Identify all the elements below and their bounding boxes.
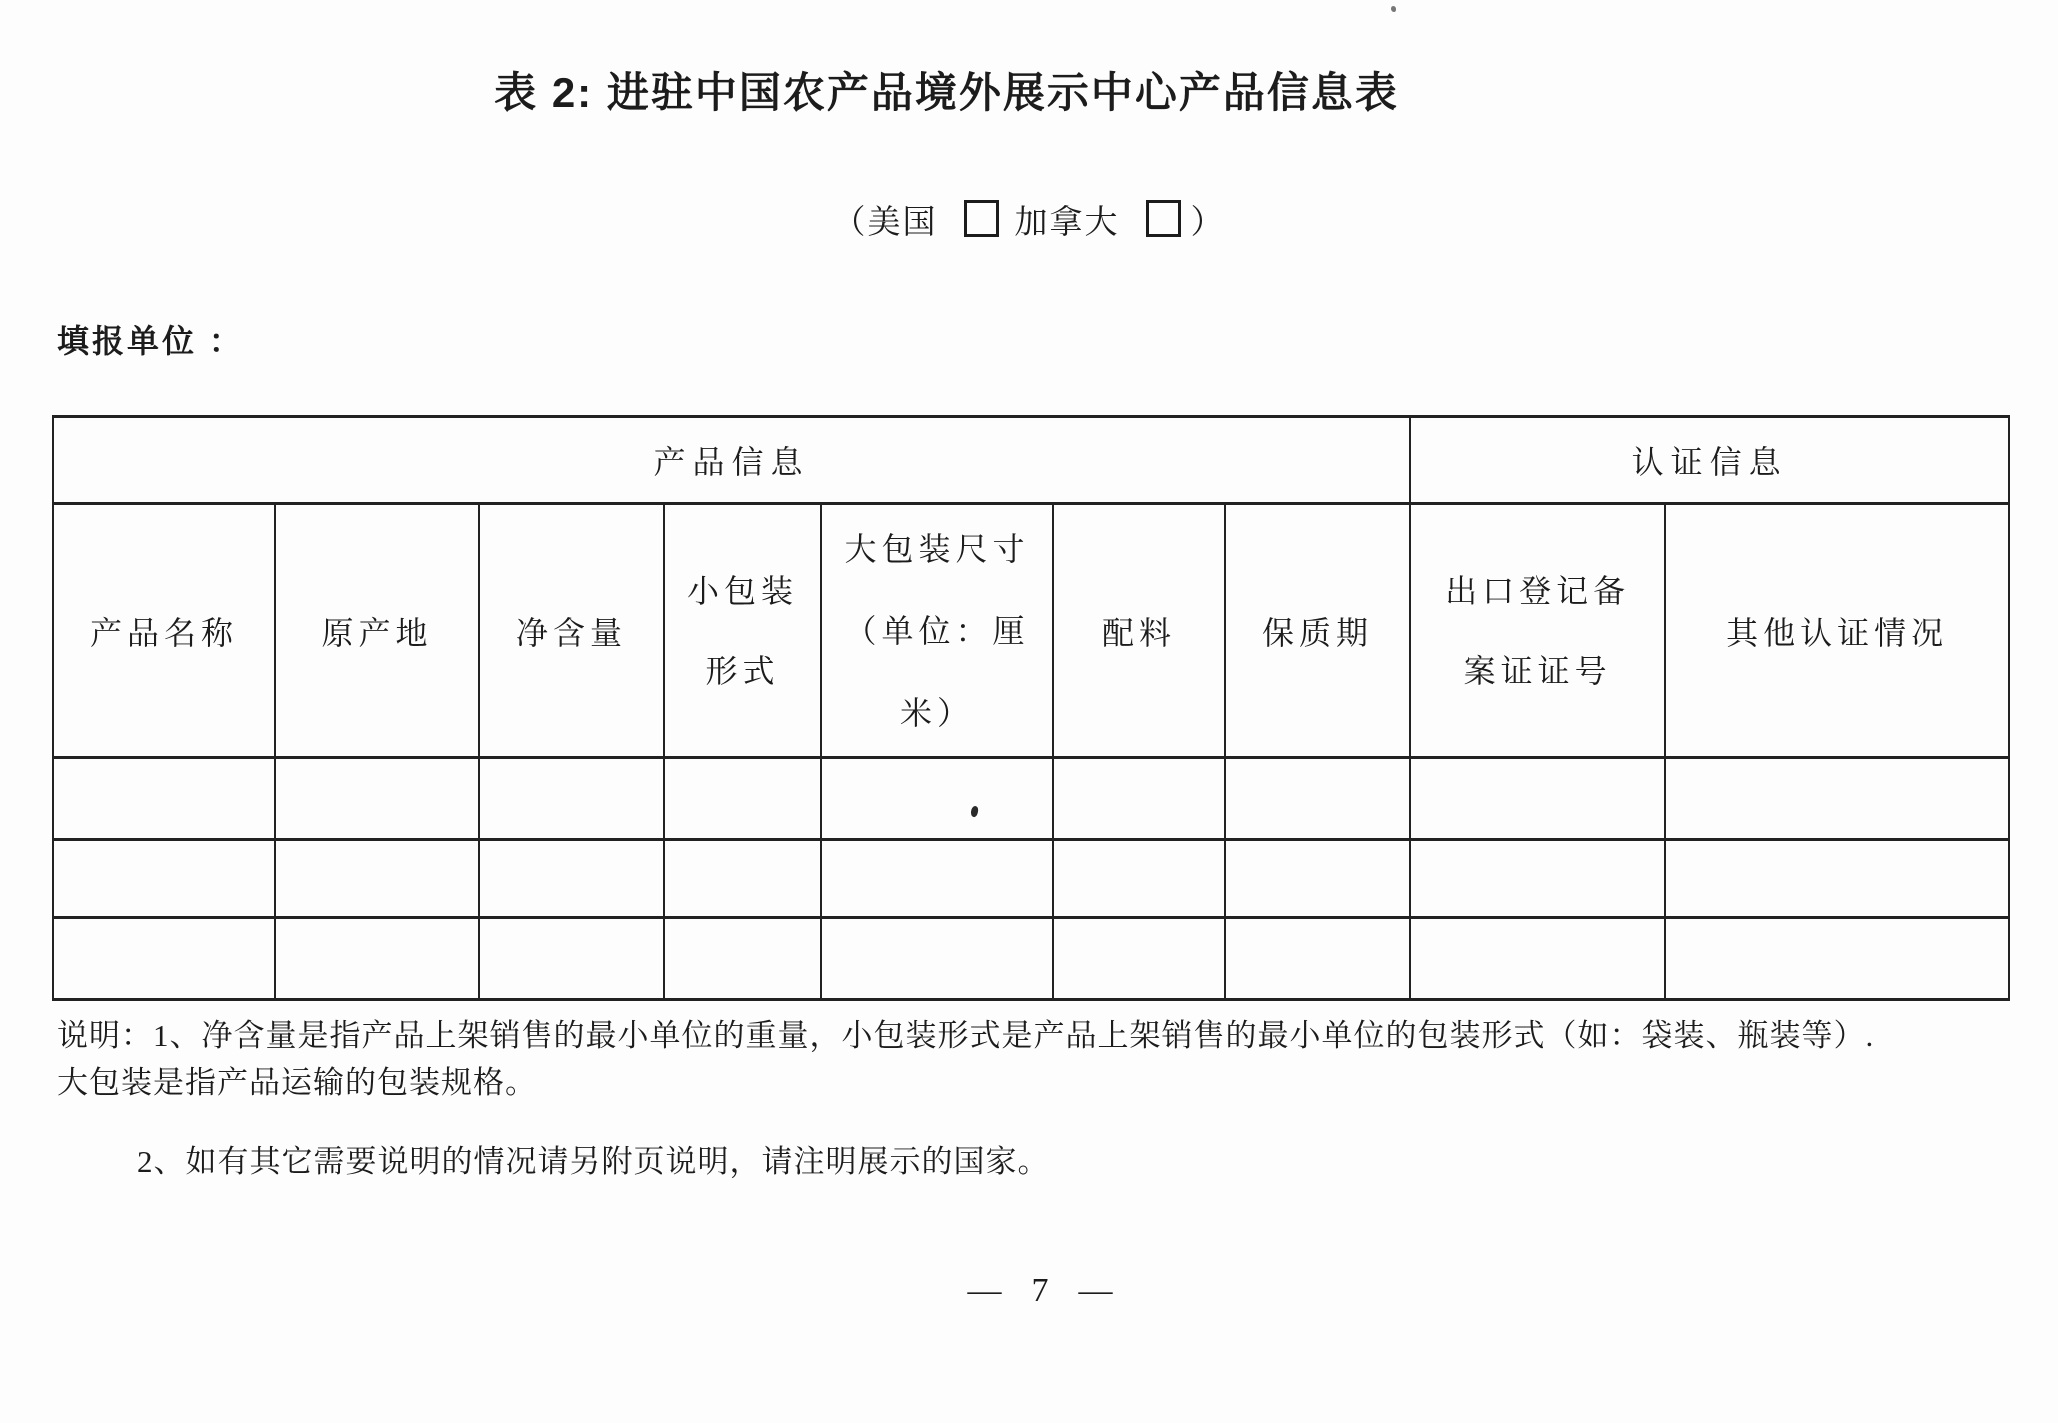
cell-r2-net-content[interactable] [479,840,664,918]
large-pack-line3: 米） [899,694,974,731]
cell-r1-shelf-life[interactable] [1225,758,1410,840]
cell-r3-large-pack[interactable] [821,918,1053,1000]
subtitle-open-paren: （ [832,205,868,241]
cell-r1-origin[interactable] [275,758,479,840]
col-header-origin: 原产地 [275,504,479,758]
column-header-row [53,504,2009,758]
cell-r1-product-name[interactable] [53,758,275,840]
cell-r3-product-name[interactable] [53,918,275,1000]
cell-r1-other-cert[interactable] [1665,758,2009,840]
export-cert-line1: 出口登记备 [1445,572,1631,609]
cell-r3-shelf-life[interactable] [1225,918,1410,1000]
cell-r2-shelf-life[interactable] [1225,840,1410,918]
title-block [0,60,1893,120]
cell-r1-small-pack[interactable] [664,758,821,840]
page-title: 表 2: 进驻中国农产品境外展示中心产品信息表 [494,69,1399,116]
cell-r1-export-cert[interactable] [1410,758,1665,840]
cell-r1-large-pack[interactable] [821,758,1053,840]
cell-r2-product-name[interactable] [53,840,275,918]
col-header-net-content: 净含量 [479,504,664,758]
table-row-2 [53,840,2009,918]
canada-checkbox[interactable] [1146,200,1181,237]
small-pack-line2: 形式 [705,652,780,689]
cell-r2-origin[interactable] [275,840,479,918]
subtitle-close-paren: ） [1190,205,1226,241]
cell-r1-net-content[interactable] [479,758,664,840]
cell-r2-other-cert[interactable] [1665,840,2009,918]
col-header-large-pack [821,504,1053,758]
reporting-unit-label: 填报单位 ： [57,323,244,359]
page-number-dash-left: — [967,1272,1002,1309]
col-header-product-name: 产品名称 [53,504,275,758]
small-pack-line1: 小包装 [686,572,798,609]
note-1-line-2: 大包装是指产品运输的包装规格。 [57,1065,537,1100]
group-header-product-info: 产品信息 [53,417,1410,504]
country-selector-line [16,196,2042,243]
large-pack-line2: （单位：厘 [844,612,1030,649]
cell-r3-ingredients[interactable] [1053,918,1225,1000]
page-number-value: 7 [1031,1272,1049,1309]
usa-label: 美国 [867,205,938,241]
col-header-export-cert [1410,504,1665,758]
product-info-table [52,415,2010,1001]
cell-r2-small-pack[interactable] [664,840,821,918]
cell-r3-small-pack[interactable] [664,918,821,1000]
usa-checkbox[interactable] [964,200,999,237]
notes-block [57,1012,2007,1185]
export-cert-line2: 案证证号 [1463,652,1612,689]
canada-label: 加拿大 [1014,205,1120,241]
cell-r2-export-cert[interactable] [1410,840,1665,918]
col-header-ingredients: 配料 [1053,504,1225,758]
cell-r3-export-cert[interactable] [1410,918,1665,1000]
group-header-cert-info: 认证信息 [1410,417,2009,504]
col-header-shelf-life: 保质期 [1225,504,1410,758]
note-1-line-1: 说明：1、净含量是指产品上架销售的最小单位的重量，小包装形式是产品上架销售的最小单位的包装形式（如：袋装、瓶装等）. [57,1018,1875,1053]
cell-r3-other-cert[interactable] [1665,918,2009,1000]
page-number-dash-right: — [1078,1272,1113,1309]
col-header-small-pack [664,504,821,758]
group-header-row [53,417,2009,504]
note-2: 2、如有其它需要说明的情况请另附页说明，请注明展示的国家。 [137,1144,1050,1179]
col-header-other-cert: 其他认证情况 [1665,504,2009,758]
page-number [0,1272,2058,1310]
ink-speck [1391,6,1396,12]
cell-r1-ingredients[interactable] [1053,758,1225,840]
cell-r2-large-pack[interactable] [821,840,1053,918]
cell-r2-ingredients[interactable] [1053,840,1225,918]
large-pack-line1: 大包装尺寸 [844,530,1030,567]
cell-r3-origin[interactable] [275,918,479,1000]
cell-r3-net-content[interactable] [479,918,664,1000]
table-row-1 [53,758,2009,840]
table-row-3 [53,918,2009,1000]
